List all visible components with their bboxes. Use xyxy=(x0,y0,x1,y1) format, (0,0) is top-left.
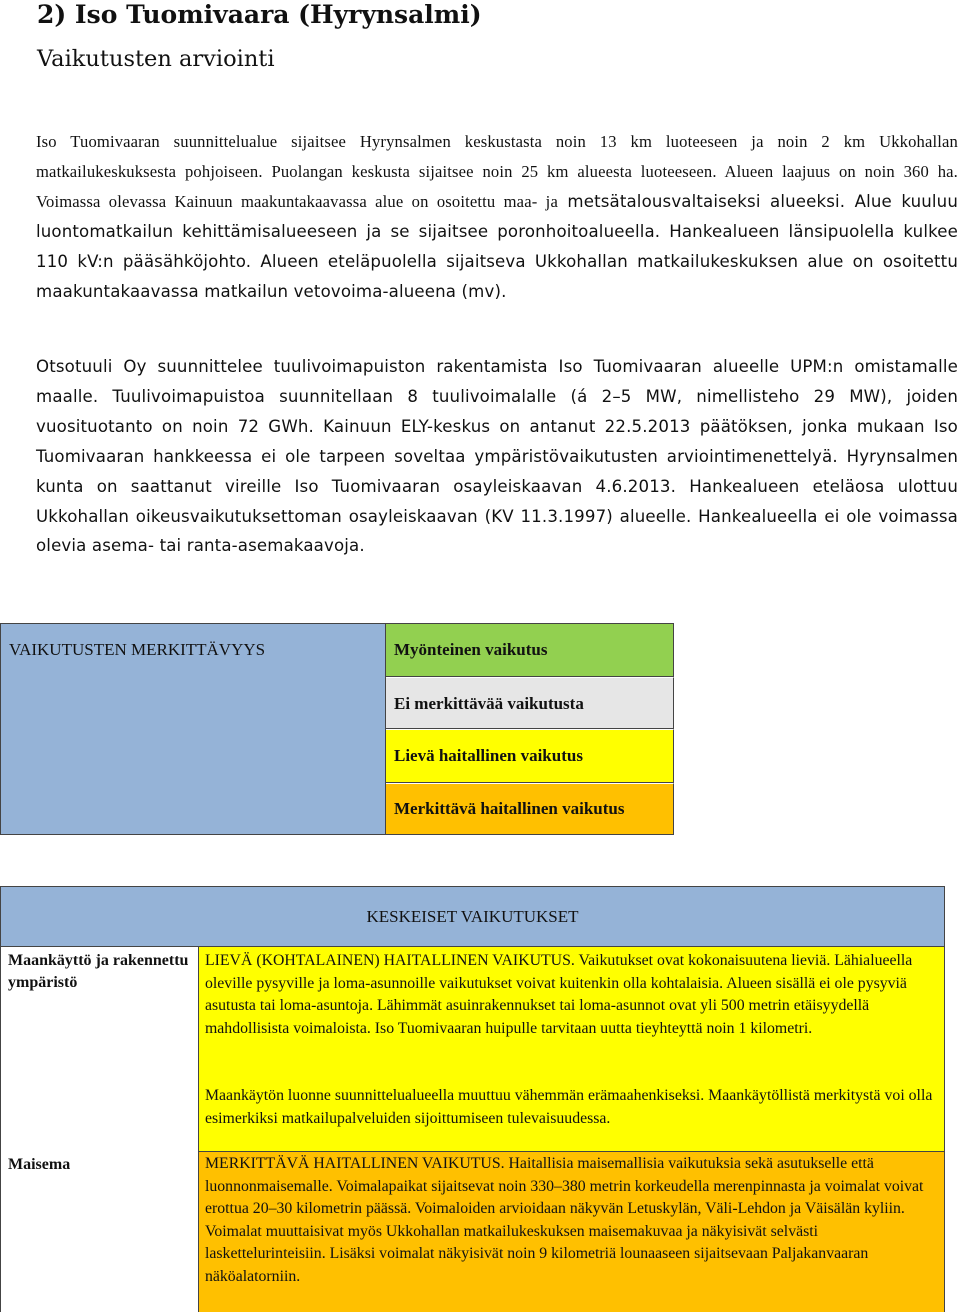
intro-paragraph-part2: metsätalousvaltaiseksi alueeksi. Alue kuuluu luontomatkailun kehittämisalueeseen ja se sijaitsee poronhoitoalueella. Hankealueen länsipuolella kulkee 110 kV:n pääsähköjohto. Alueen eteläpuolella sijaitseva Ukkohallan matkailukeskuksen alue on osoitettu maakuntakaavassa matkailun vetovoima-alueena (mv). xyxy=(36,191,958,301)
section-title: 2) Iso Tuomivaara (Hyrynsalmi) xyxy=(37,0,482,29)
land-use-impact-text-2: Maankäytön luonne suunnittelualueella muuttuu vähemmän erämaahenkiseksi. Maankäytöllistä merkitystä voi olla esimerkiksi matkailupalveluiden sijoittumiseen tulevaisuudessa. xyxy=(205,1087,933,1127)
legend-item-positive xyxy=(386,623,674,677)
section-subtitle: Vaikutusten arviointi xyxy=(37,46,275,72)
legend-item-label: Ei merkittävää vaikutusta xyxy=(394,694,584,713)
land-use-impact-text: LIEVÄ (KOHTALAINEN) HAITALLINEN VAIKUTUS. Vaikutukset ovat kokonaisuutena lieviä. Lähialueella oleville pysyville ja loma-asunnoille vaikutukset voivat kuitenkin olla kohtalaisia. Alueen sisällä ei ole pysyviä asutusta tai loma-asuntoja. Lähimmät asuinrakennukset tai loma-asunnot ovat yli 500 metrin etäisyydellä mahdollisista voimaloista. Iso Tuomivaaran huipulle tarvitaan uutta tieyhteyttä noin 1 kilometri. xyxy=(205,952,913,1037)
legend-title: VAIKUTUSTEN MERKITTÄVYYS xyxy=(9,640,266,659)
project-paragraph: Otsotuuli Oy suunnittelee tuulivoimapuiston rakentamista Iso Tuomivaaran alueelle UPM:n omistamalle maalle. Tuulivoimapuistoa suunnitellaan 8 tuulivoimalalle (á 2–5 MW, nimellisteho 29 MW), joiden vuosituotanto on noin 72 GWh. Kainuun ELY-keskus on antanut 22.5.2013 päätöksen, jonka mukaan Iso Tuomivaaran hankkeessa ei ole tarpeen soveltaa ympäristövaikutusten arviointimenettelyä. Hyrynsalmen kunta on saattanut vireille Iso Tuomivaaran osayleiskaavan 4.6.2013. Hankealueen eteläosa ulottuu Ukkohallan oikeusvaikutuksettoman osayleiskaavan (KV 11.3.1997) alueelle. Hankealueella ei ole voimassa olevia asema- tai ranta-asemakaavoja. xyxy=(36,357,958,556)
intro-paragraph-part1: Iso Tuomivaaran suunnittelualue sijaitsee Hyrynsalmen keskustasta noin 13 km luoteeseen ja noin 2 km Ukkohallan matkailukeskuksesta pohjoiseen. Puolangan keskusta sijaitsee noin 25 km alueesta luoteeseen. Alueen laajuus on noin 360 ha. Voimassa olevassa Kainuun maakuntakaavassa alue on osoitettu maa- ja xyxy=(36,132,958,211)
row-label-landscape: Maisema xyxy=(8,1156,71,1173)
key-impacts-label-column xyxy=(0,947,199,1312)
key-impacts-title: KESKEISET VAIKUTUKSET xyxy=(366,907,579,926)
legend-item-significant-negative xyxy=(386,783,674,835)
legend-item-no-significant xyxy=(386,677,674,729)
landscape-impact-text: MERKITTÄVÄ HAITALLINEN VAIKUTUS. Haitallisia maisemallisia vaikutuksia sekä asutukselle että luonnonmaisemalle. Voimalapaikat sijaitsevat noin 330–380 metrin korkeudella merenpinnasta ja voimalat voivat erottua 20–30 kilometrin päässä. Voimaloiden arvioidaan näkyvän Letuskylän, Väli-Lehdon ja Väisälän kyliin. Voimalat muuttaisivat myös Ukkohallan matkailukeskuksen maisemakuvaa ja näkyisivät selvästi laskettelurinteisiin. Lisäksi voimalat näkyisivät noin 9 kilometriä lounaaseen sijaitsevaan Paljakanvaaran näköalatorniin. xyxy=(205,1155,924,1285)
legend-item-label: Myönteinen vaikutus xyxy=(394,640,548,659)
legend-item-label: Lievä haitallinen vaikutus xyxy=(394,746,583,765)
legend-item-slight-negative xyxy=(386,729,674,783)
legend-item-label: Merkittävä haitallinen vaikutus xyxy=(394,799,625,818)
row-label-land-use: Maankäyttö ja rakennettu ympäristö xyxy=(8,952,189,991)
intro-paragraph xyxy=(36,127,958,306)
